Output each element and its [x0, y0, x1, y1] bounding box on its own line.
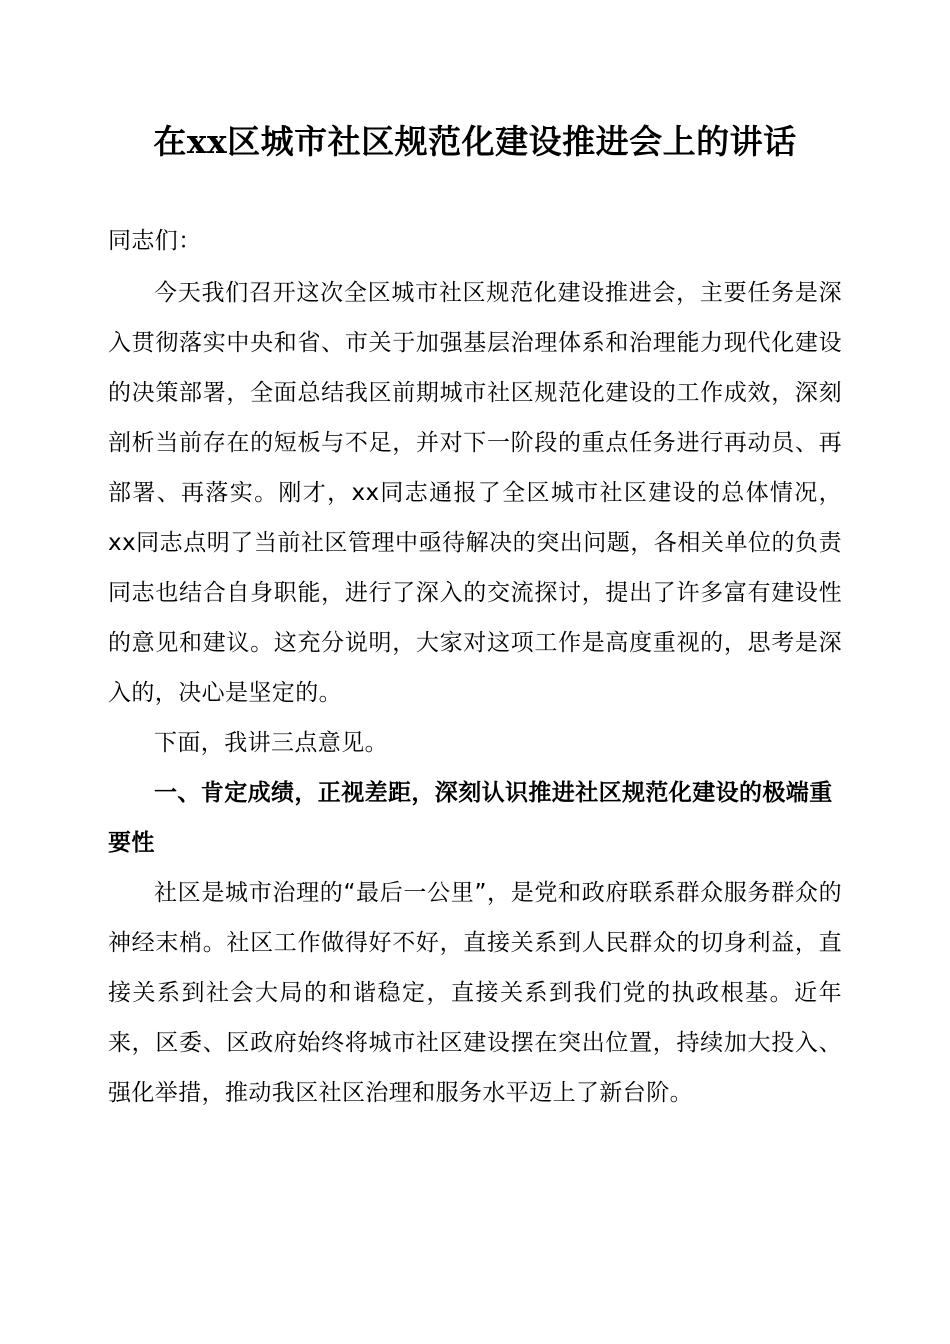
paragraph-section-one-body: 社区是城市治理的“最后一公里”，是党和政府联系群众服务群众的神经末梢。社区工作做得好不好，直接关系到人民群众的切身利益，直接关系到社会大局的和谐稳定，直接关系到我们党的执政根基。近年来，区委、区政府始终将城市社区建设摆在突出位置，持续加大投入、强化举措，推动我区社区治理和服务水平迈上了新台阶。	[108, 880, 842, 1106]
paragraph-intro: 今天我们召开这次全区城市社区规范化建设推进会，主要任务是深入贯彻落实中央和省、市关于加强基层治理体系和治理能力现代化建设的决策部署，全面总结我区前期城市社区规范化建设的工作成效，深刻剖析当前存在的短板与不足，并对下一阶段的重点任务进行再动员、再部署、再落实。刚才，xx同志通报了全区城市社区建设的总体情况，xx同志点明了当前社区管理中亟待解决的突出问题，各相关单位的负责同志也结合自身职能，进行了深入的交流探讨，提出了许多富有建设性的意见和建议。这充分说明，大家对这项工作是高度重视的，思考是深入的，决心是坚定的。	[108, 280, 842, 706]
page-title: 在xx区城市社区规范化建设推进会上的讲话	[153, 122, 797, 161]
salutation: 同志们：	[108, 228, 202, 254]
paragraph-transition: 下面，我讲三点意见。	[154, 730, 388, 756]
section-heading-one: 一、肯定成绩，正视差距，深刻认识推进社区规范化建设的极端重要性	[108, 780, 833, 856]
